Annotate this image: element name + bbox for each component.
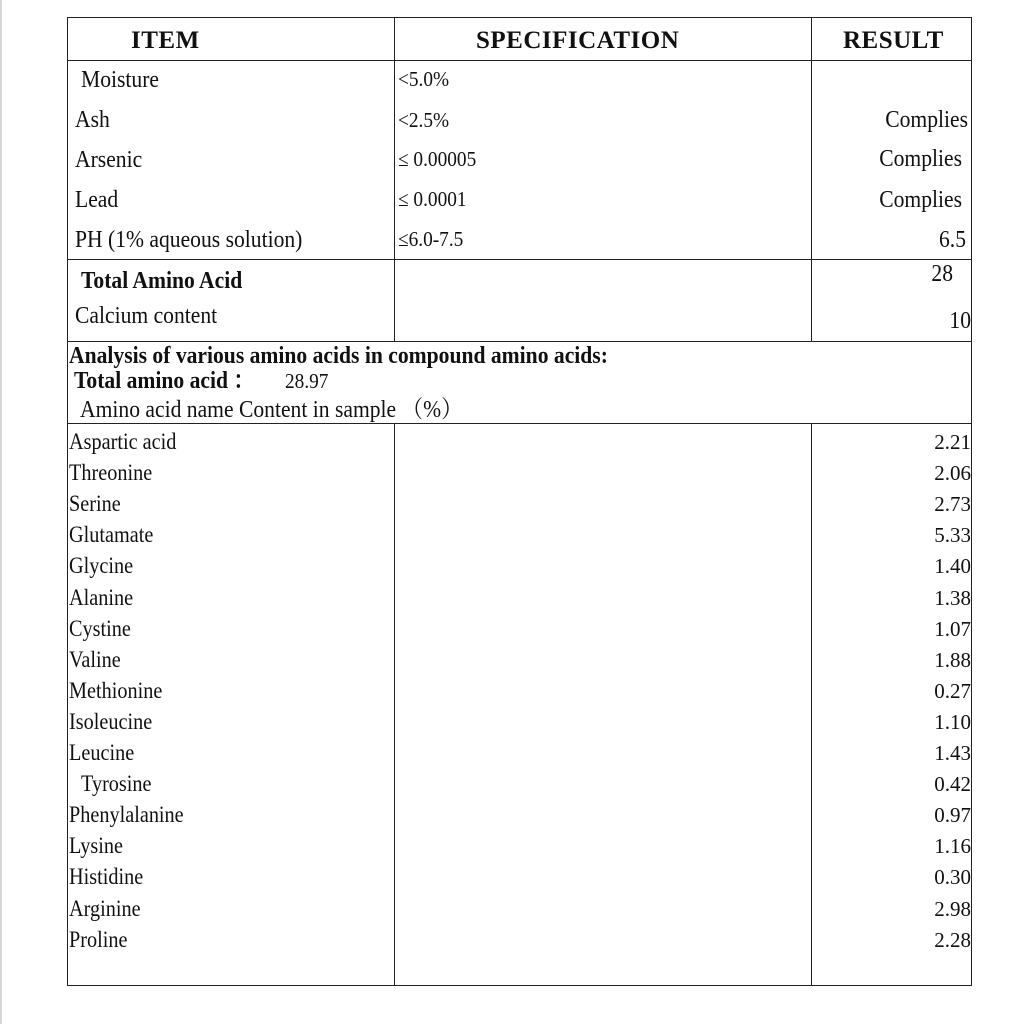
amino-acid-value: 2.98 — [934, 897, 971, 921]
rule-col1-upper — [394, 17, 395, 342]
rule-col1-lower — [394, 423, 395, 986]
test-result-ph: 6.5 — [939, 227, 966, 253]
amino-acid-name: Alanine — [69, 585, 134, 610]
header-item: ITEM — [131, 27, 200, 54]
test-spec-ash: <2.5% — [398, 108, 450, 132]
amino-acid-name: Leucine — [69, 740, 135, 765]
amino-acid-value: 1.40 — [934, 554, 971, 578]
amino-acid-name: Glycine — [69, 553, 134, 578]
amino-acid-name: Glutamate — [69, 522, 154, 547]
test-item-arsenic: Arsenic — [75, 147, 143, 173]
rule-top — [67, 17, 972, 18]
rule-right — [971, 17, 972, 986]
test-item-ash: Ash — [75, 107, 110, 133]
test-item-lead: Lead — [75, 187, 119, 213]
header-specification: SPECIFICATION — [476, 27, 680, 54]
test-spec-ph: ≤6.0-7.5 — [398, 227, 464, 251]
test-spec-moisture: <5.0% — [398, 67, 450, 91]
test-item-ph: PH (1% aqueous solution) — [75, 227, 303, 253]
amino-acid-value: 1.88 — [934, 648, 971, 672]
amino-acid-value: 1.38 — [934, 586, 971, 610]
amino-acid-value: 1.10 — [934, 710, 971, 734]
total-amino-acid-label: Total Amino Acid — [81, 268, 243, 294]
amino-acid-value: 1.16 — [934, 834, 971, 858]
amino-acid-name: Threonine — [69, 460, 153, 485]
amino-acid-name: Arginine — [69, 896, 141, 921]
test-spec-lead: ≤ 0.0001 — [398, 187, 467, 211]
amino-acid-value: 2.21 — [934, 430, 971, 454]
amino-acid-name: Lysine — [69, 833, 123, 858]
header-result: RESULT — [843, 27, 944, 54]
amino-acid-name: Phenylalanine — [69, 802, 184, 827]
amino-acid-name: Isoleucine — [69, 709, 153, 734]
rule-tests-bottom — [67, 259, 972, 260]
test-result-lead: Complies — [879, 187, 962, 213]
analysis-column-header: Amino acid name Content in sample （%） — [80, 397, 463, 423]
rule-left — [67, 17, 68, 986]
amino-acid-name: Proline — [69, 927, 128, 952]
amino-acid-value: 2.73 — [934, 492, 971, 516]
amino-acid-value: 2.06 — [934, 461, 971, 485]
analysis-total-label: Total amino acid ： — [74, 368, 256, 394]
rule-header-bottom — [67, 60, 972, 61]
amino-acid-name: Serine — [69, 491, 121, 516]
test-item-moisture: Moisture — [81, 67, 160, 93]
test-spec-arsenic: ≤ 0.00005 — [398, 147, 477, 171]
amino-acid-name: Cystine — [69, 616, 131, 641]
amino-acid-name: Methionine — [69, 678, 163, 703]
test-result-arsenic: Complies — [879, 146, 962, 172]
amino-acid-name: Histidine — [69, 864, 144, 889]
amino-acid-value: 1.43 — [934, 741, 971, 765]
amino-acid-value: 0.42 — [934, 772, 971, 796]
amino-acid-value: 2.28 — [934, 928, 971, 952]
calcium-content-value: 10 — [949, 308, 971, 334]
amino-acid-name: Tyrosine — [81, 771, 152, 796]
amino-acid-value: 5.33 — [934, 523, 971, 547]
amino-acid-value: 1.07 — [934, 617, 971, 641]
analysis-total-value: 28.97 — [285, 369, 329, 393]
amino-acid-value: 0.27 — [934, 679, 971, 703]
analysis-title: Analysis of various amino acids in compound amino acids: — [69, 343, 608, 369]
amino-acid-value: 0.30 — [934, 865, 971, 889]
amino-acid-name: Aspartic acid — [69, 429, 177, 454]
rule-bottom — [67, 985, 972, 986]
rule-col2-upper — [811, 17, 812, 342]
amino-acid-name: Valine — [69, 647, 121, 672]
test-result-ash: Complies — [885, 107, 968, 133]
total-amino-acid-value: 28 — [931, 261, 953, 287]
rule-analysis-bottom — [67, 423, 972, 424]
rule-col2-lower — [811, 423, 812, 986]
calcium-content-label: Calcium content — [75, 303, 218, 329]
rule-totals-bottom — [67, 341, 972, 342]
amino-acid-value: 0.97 — [934, 803, 971, 827]
